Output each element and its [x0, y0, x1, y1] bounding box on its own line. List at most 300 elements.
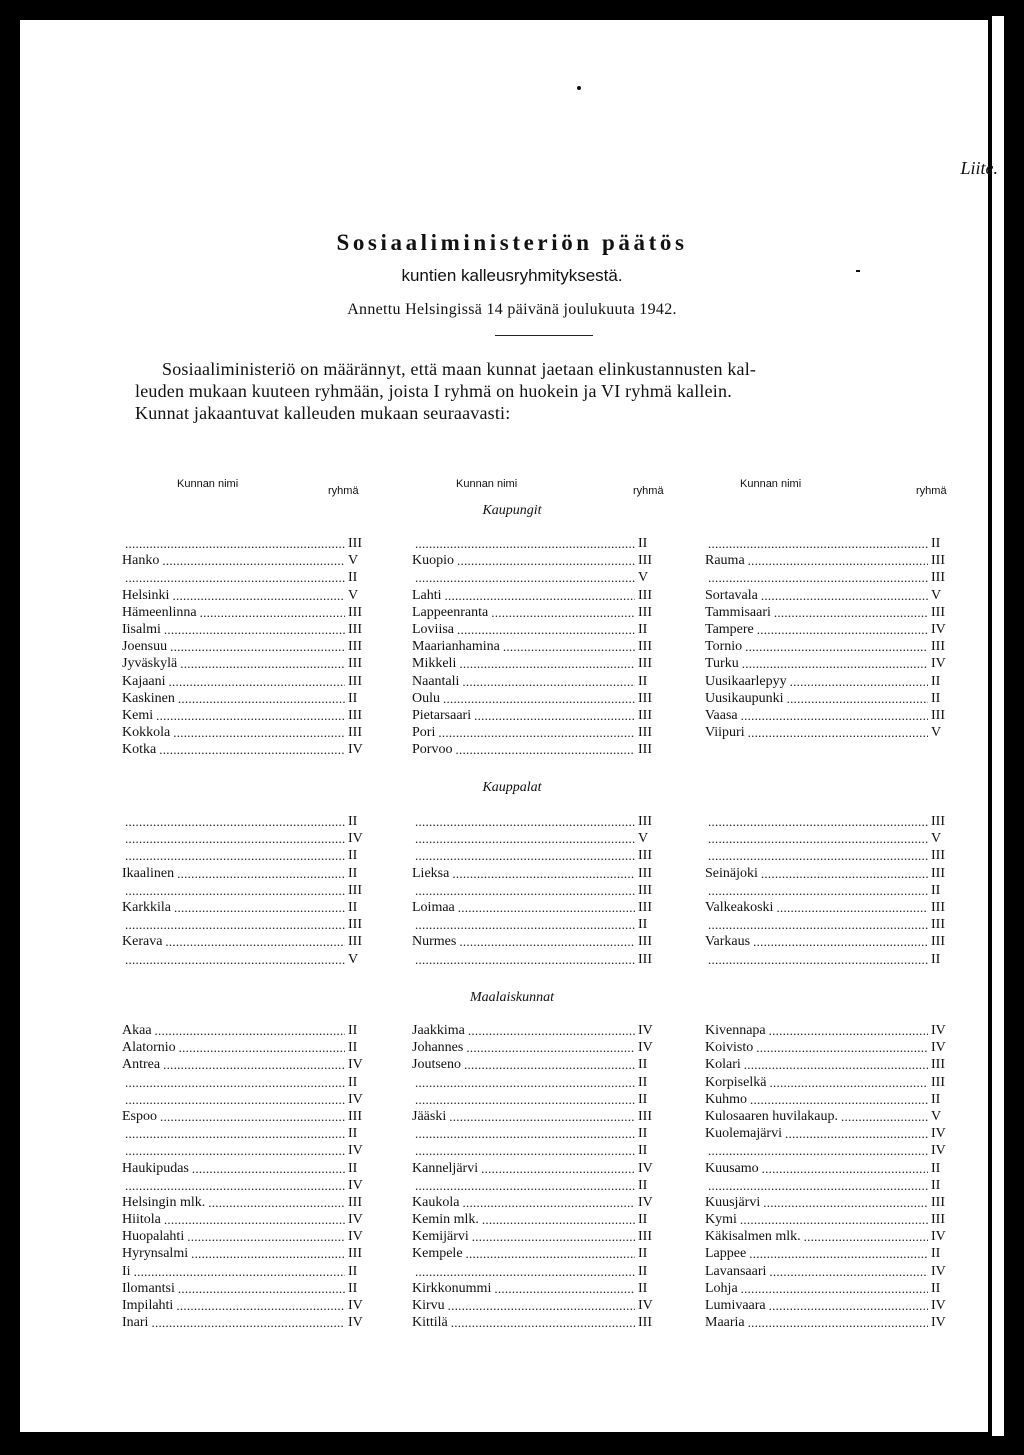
group-numeral: IV	[348, 1315, 363, 1331]
dot-leader	[741, 1280, 928, 1297]
municipality-row	[122, 707, 372, 724]
group-numeral: V	[348, 553, 359, 569]
municipality-name: Kempele	[412, 1246, 463, 1262]
municipality-row	[705, 1177, 955, 1194]
group-numeral: III	[348, 536, 362, 551]
municipality-row	[705, 1056, 955, 1073]
dot-leader	[749, 1245, 928, 1262]
group-numeral: III	[931, 934, 945, 950]
municipality-row	[122, 535, 372, 552]
maalaiskunnat-col2	[412, 1022, 662, 1331]
municipality-row	[122, 916, 372, 933]
section-heading-kauppalat: Kauppalat	[482, 780, 542, 795]
municipality-name: Kaukola	[412, 1194, 460, 1210]
municipality-name: Lohja	[705, 1280, 738, 1296]
dot-leader	[415, 535, 635, 552]
group-numeral: II	[638, 536, 648, 551]
group-numeral: IV	[931, 621, 946, 637]
dot-leader	[708, 813, 928, 830]
municipality-name: Loimaa	[412, 899, 455, 915]
group-numeral: IV	[931, 1143, 946, 1159]
group-numeral: III	[638, 934, 652, 950]
municipality-row	[412, 569, 662, 586]
group-numeral: III	[638, 656, 652, 672]
group-numeral: III	[931, 1212, 945, 1228]
print-speck	[577, 86, 581, 90]
dot-leader	[415, 813, 635, 830]
group-numeral: III	[638, 690, 652, 706]
municipality-name: Rauma	[705, 553, 745, 569]
document-subtitle: kuntien kalleusryhmityksestä.	[401, 266, 623, 285]
municipality-row	[705, 621, 955, 638]
municipality-row	[122, 569, 372, 586]
dot-leader	[438, 724, 635, 741]
municipality-row	[412, 1194, 662, 1211]
municipality-row	[122, 673, 372, 690]
dot-leader	[208, 1194, 345, 1211]
dot-leader	[785, 1125, 928, 1142]
dot-leader	[459, 655, 635, 672]
municipality-row	[122, 813, 372, 830]
municipality-row	[122, 847, 372, 864]
municipality-name: Loviisa	[412, 621, 454, 637]
municipality-row	[705, 1263, 955, 1280]
municipality-name: Vaasa	[705, 707, 738, 723]
municipality-name: Uusikaupunki	[705, 690, 784, 706]
group-numeral: II	[348, 848, 358, 864]
group-numeral: II	[931, 1177, 941, 1193]
dot-leader	[159, 741, 345, 758]
municipality-row	[705, 673, 955, 690]
municipality-row	[412, 1142, 662, 1159]
municipality-name: Kirvu	[412, 1298, 445, 1313]
intro-line: Kunnat jakaantuvat kalleuden mukaan seuraavasti:	[135, 403, 511, 423]
municipality-row	[122, 1160, 372, 1177]
dot-leader	[134, 1263, 345, 1280]
group-numeral: IV	[638, 1298, 653, 1313]
municipality-name: Nurmes	[412, 934, 457, 950]
dot-leader	[177, 865, 345, 882]
group-numeral: IV	[348, 831, 363, 847]
dot-leader	[753, 933, 928, 950]
municipality-row	[705, 1160, 955, 1177]
municipality-name: Inari	[122, 1315, 149, 1331]
group-numeral: III	[638, 882, 652, 898]
municipality-name: Naantali	[412, 673, 460, 689]
municipality-row	[705, 1297, 955, 1314]
section-heading-maalaiskunnat: Maalaiskunnat	[470, 990, 554, 1005]
group-numeral: III	[348, 673, 362, 689]
dot-leader	[468, 1022, 635, 1039]
dot-leader	[708, 847, 928, 864]
municipality-name: Huopalahti	[122, 1229, 185, 1245]
municipality-name: Antrea	[122, 1057, 161, 1073]
group-numeral: II	[931, 1246, 941, 1262]
municipality-name: Kivennapa	[705, 1023, 766, 1038]
group-numeral: III	[638, 604, 652, 620]
municipality-row	[412, 673, 662, 690]
municipality-row	[705, 899, 955, 916]
municipality-row	[122, 1280, 372, 1297]
group-numeral: III	[348, 882, 362, 898]
municipality-row	[705, 1074, 955, 1091]
column-header-name: Kunnan nimi	[456, 478, 518, 490]
dot-leader	[170, 638, 345, 655]
group-numeral: II	[638, 621, 648, 637]
municipality-name: Kemijärvi	[412, 1229, 469, 1245]
municipality-row	[122, 621, 372, 638]
annex-label: Liite.	[960, 158, 998, 178]
group-numeral: III	[638, 1229, 652, 1245]
municipality-name: Lappeenranta	[412, 604, 489, 620]
dot-leader	[744, 1056, 928, 1073]
municipality-name: Ikaalinen	[122, 865, 175, 881]
dot-leader	[160, 1108, 345, 1125]
column-header-group: ryhmä	[633, 485, 664, 497]
municipality-row	[122, 1263, 372, 1280]
municipality-row	[412, 1074, 662, 1091]
group-numeral: II	[638, 1091, 648, 1107]
municipality-name: Jaakkima	[412, 1023, 465, 1038]
municipality-row	[122, 1245, 372, 1262]
municipality-row	[412, 1297, 662, 1314]
dot-leader	[191, 1245, 345, 1262]
dot-leader	[415, 1125, 635, 1142]
group-numeral: IV	[931, 1040, 946, 1056]
group-numeral: III	[931, 899, 945, 915]
dot-leader	[415, 830, 635, 847]
dot-leader	[774, 604, 928, 621]
municipality-row	[412, 882, 662, 899]
group-numeral: V	[931, 1108, 942, 1124]
dot-leader	[769, 1074, 928, 1091]
dot-leader	[708, 1177, 928, 1194]
municipality-name: Maarianhamina	[412, 639, 500, 655]
group-numeral: II	[931, 1280, 941, 1296]
municipality-row	[122, 933, 372, 950]
municipality-name: Lappee	[705, 1246, 747, 1262]
municipality-name: Valkeakoski	[705, 899, 774, 915]
municipality-row	[412, 655, 662, 672]
dot-leader	[776, 899, 928, 916]
dot-leader	[761, 865, 928, 882]
group-numeral: II	[638, 1263, 648, 1279]
municipality-name: Pietarsaari	[412, 707, 472, 723]
dot-leader	[169, 673, 345, 690]
dot-leader	[151, 1314, 345, 1331]
municipality-row	[705, 690, 955, 707]
municipality-name: Kirkkonummi	[412, 1280, 492, 1296]
group-numeral: III	[638, 865, 652, 881]
dot-leader	[790, 673, 928, 690]
group-numeral: IV	[931, 1315, 946, 1331]
dot-leader	[125, 1125, 345, 1142]
group-numeral: IV	[348, 1298, 363, 1313]
municipality-name: Kerava	[122, 934, 163, 950]
group-numeral: II	[348, 814, 358, 829]
dot-leader	[449, 1108, 635, 1125]
municipality-row	[412, 638, 662, 655]
group-numeral: III	[638, 742, 652, 758]
dot-leader	[187, 1228, 345, 1245]
group-numeral: II	[931, 536, 941, 551]
dot-leader	[769, 1297, 928, 1314]
dot-leader	[180, 655, 345, 672]
group-numeral: III	[348, 621, 362, 637]
municipality-row	[705, 933, 955, 950]
municipality-name: Kuolemajärvi	[705, 1126, 782, 1142]
dot-leader	[481, 1160, 635, 1177]
dot-leader	[472, 1228, 635, 1245]
group-numeral: II	[638, 1126, 648, 1142]
municipality-row	[122, 724, 372, 741]
municipality-row	[412, 535, 662, 552]
municipality-row	[705, 535, 955, 552]
municipality-row	[122, 1091, 372, 1108]
dot-leader	[125, 1074, 345, 1091]
group-numeral: II	[638, 1246, 648, 1262]
dot-leader	[756, 1039, 928, 1056]
dot-leader	[769, 1022, 928, 1039]
group-numeral: IV	[348, 1212, 363, 1228]
municipality-row	[412, 552, 662, 569]
dot-leader	[178, 690, 345, 707]
municipality-row	[705, 552, 955, 569]
municipality-row	[705, 724, 955, 741]
group-numeral: IV	[931, 1126, 946, 1142]
maalaiskunnat-col3	[705, 1022, 955, 1331]
municipality-row	[122, 1056, 372, 1073]
dot-leader	[748, 552, 928, 569]
municipality-name: Akaa	[122, 1023, 152, 1038]
dot-leader	[415, 1177, 635, 1194]
municipality-row	[122, 1177, 372, 1194]
group-numeral: III	[638, 553, 652, 569]
dot-leader	[125, 1177, 345, 1194]
dot-leader	[125, 1091, 345, 1108]
group-numeral: III	[638, 1315, 652, 1331]
group-numeral: IV	[348, 1229, 363, 1245]
dot-leader	[415, 951, 635, 968]
municipality-row	[705, 569, 955, 586]
municipality-name: Tammisaari	[705, 604, 771, 620]
dot-leader	[762, 1160, 928, 1177]
municipality-row	[412, 587, 662, 604]
municipality-name: Tornio	[705, 639, 743, 655]
municipality-name: Kokkola	[122, 725, 171, 741]
dot-leader	[708, 569, 928, 586]
dot-leader	[708, 830, 928, 847]
municipality-row	[122, 1314, 372, 1331]
group-numeral: III	[638, 951, 652, 967]
municipality-row	[122, 865, 372, 882]
intro-line: leuden mukaan kuuteen ryhmään, joista I ryhmä on huokein ja VI ryhmä kallein.	[135, 381, 732, 401]
municipality-row	[705, 604, 955, 621]
group-numeral: III	[931, 865, 945, 881]
municipality-row	[412, 690, 662, 707]
municipality-row	[412, 1160, 662, 1177]
group-numeral: IV	[638, 1160, 653, 1176]
dot-leader	[804, 1228, 928, 1245]
dot-leader	[742, 655, 928, 672]
municipality-row	[412, 741, 662, 758]
dot-leader	[125, 813, 345, 830]
dot-leader	[415, 1142, 635, 1159]
dot-leader	[763, 1194, 928, 1211]
municipality-name: Kuusjärvi	[705, 1194, 761, 1210]
group-numeral: III	[638, 899, 652, 915]
dot-leader	[708, 882, 928, 899]
group-numeral: III	[638, 725, 652, 741]
group-numeral: IV	[348, 1177, 363, 1193]
group-numeral: IV	[348, 1057, 363, 1073]
municipality-name: Turku	[705, 656, 739, 672]
group-numeral: III	[931, 917, 945, 933]
dot-leader	[466, 1039, 635, 1056]
dot-leader	[415, 569, 635, 586]
municipality-row	[122, 951, 372, 968]
dot-leader	[503, 638, 635, 655]
municipality-row	[122, 587, 372, 604]
municipality-row	[412, 951, 662, 968]
municipality-row	[122, 655, 372, 672]
kauppalat-col1	[122, 813, 372, 968]
group-numeral: II	[348, 1023, 358, 1038]
group-numeral: II	[638, 673, 648, 689]
municipality-row	[412, 1056, 662, 1073]
group-numeral: II	[638, 1057, 648, 1073]
municipality-row	[122, 882, 372, 899]
group-numeral: II	[931, 673, 941, 689]
municipality-row	[705, 882, 955, 899]
municipality-name: Ii	[122, 1263, 131, 1279]
municipality-name: Maaria	[705, 1315, 745, 1331]
municipality-name: Hyrynsalmi	[122, 1246, 189, 1262]
group-numeral: IV	[931, 1229, 946, 1245]
group-numeral: III	[931, 1074, 945, 1090]
municipality-row	[122, 1142, 372, 1159]
dot-leader	[708, 1142, 928, 1159]
column-header-group: ryhmä	[328, 485, 359, 497]
municipality-name: Hanko	[122, 553, 160, 569]
municipality-row	[705, 1194, 955, 1211]
municipality-row	[122, 899, 372, 916]
municipality-row	[412, 1039, 662, 1056]
dot-leader	[474, 707, 635, 724]
intro-paragraph	[135, 358, 967, 424]
group-numeral: V	[638, 831, 649, 847]
group-numeral: III	[348, 656, 362, 672]
municipality-row	[412, 1125, 662, 1142]
group-numeral: III	[931, 570, 945, 586]
group-numeral: II	[348, 899, 358, 915]
municipality-row	[705, 1142, 955, 1159]
group-numeral: IV	[348, 1143, 363, 1159]
municipality-row	[122, 1022, 372, 1039]
dot-leader	[415, 847, 635, 864]
municipality-row	[122, 1194, 372, 1211]
dot-leader	[491, 604, 635, 621]
dot-leader	[172, 587, 345, 604]
group-numeral: IV	[931, 1263, 946, 1279]
municipality-row	[705, 1280, 955, 1297]
municipality-row	[705, 916, 955, 933]
column-header-group: ryhmä	[916, 485, 947, 497]
municipality-row	[412, 899, 662, 916]
municipality-row	[705, 847, 955, 864]
dot-leader	[841, 1108, 928, 1125]
dot-leader	[200, 604, 345, 621]
municipality-name: Jääski	[412, 1108, 447, 1124]
dot-leader	[125, 569, 345, 586]
dot-leader	[125, 535, 345, 552]
municipality-row	[705, 1108, 955, 1125]
municipality-name: Lavansaari	[705, 1263, 767, 1279]
municipality-name: Hämeenlinna	[122, 604, 197, 620]
municipality-name: Karkkila	[122, 899, 171, 915]
group-numeral: III	[931, 707, 945, 723]
dot-leader	[445, 587, 635, 604]
municipality-row	[122, 1039, 372, 1056]
municipality-row	[122, 1228, 372, 1245]
municipality-row	[705, 707, 955, 724]
municipality-name: Joutseno	[412, 1057, 461, 1073]
municipality-row	[705, 830, 955, 847]
municipality-row	[122, 1108, 372, 1125]
dot-leader	[741, 707, 928, 724]
municipality-name: Viipuri	[705, 725, 745, 741]
group-numeral: IV	[348, 1091, 363, 1107]
group-numeral: IV	[931, 656, 946, 672]
dot-leader	[178, 1280, 345, 1297]
dot-leader	[745, 638, 928, 655]
municipality-name: Espoo	[122, 1108, 157, 1124]
intro-line: Sosiaaliministeriö on määrännyt, että maan kunnat jaetaan elinkustannusten kal-	[162, 359, 757, 379]
municipality-name: Varkaus	[705, 934, 751, 950]
municipality-row	[412, 1263, 662, 1280]
municipality-name: Kotka	[122, 742, 157, 758]
municipality-name: Jyväskylä	[122, 656, 178, 672]
dot-leader	[125, 847, 345, 864]
dot-leader	[443, 690, 635, 707]
municipality-name: Kuusamo	[705, 1160, 759, 1176]
municipality-row	[705, 1228, 955, 1245]
dot-leader	[457, 552, 635, 569]
dot-leader	[155, 1022, 345, 1039]
municipality-name: Korpiselkä	[705, 1074, 767, 1090]
dot-leader	[162, 552, 345, 569]
municipality-row	[705, 587, 955, 604]
municipality-row	[122, 1297, 372, 1314]
group-numeral: V	[348, 951, 359, 967]
dot-leader	[156, 707, 345, 724]
dot-leader	[457, 621, 635, 638]
dot-leader	[173, 724, 345, 741]
kaupungit-col1	[122, 535, 372, 758]
municipality-name: Kanneljärvi	[412, 1160, 479, 1176]
dot-leader	[192, 1160, 345, 1177]
maalaiskunnat-col1	[122, 1022, 372, 1331]
group-numeral: IV	[931, 1298, 946, 1313]
municipality-name: Kuhmo	[705, 1091, 747, 1107]
municipality-row	[705, 1314, 955, 1331]
dot-leader	[459, 933, 635, 950]
dot-leader	[415, 1091, 635, 1108]
dot-leader	[415, 1074, 635, 1091]
group-numeral: IV	[931, 1023, 946, 1038]
municipality-name: Kaskinen	[122, 690, 175, 706]
municipality-row	[412, 830, 662, 847]
